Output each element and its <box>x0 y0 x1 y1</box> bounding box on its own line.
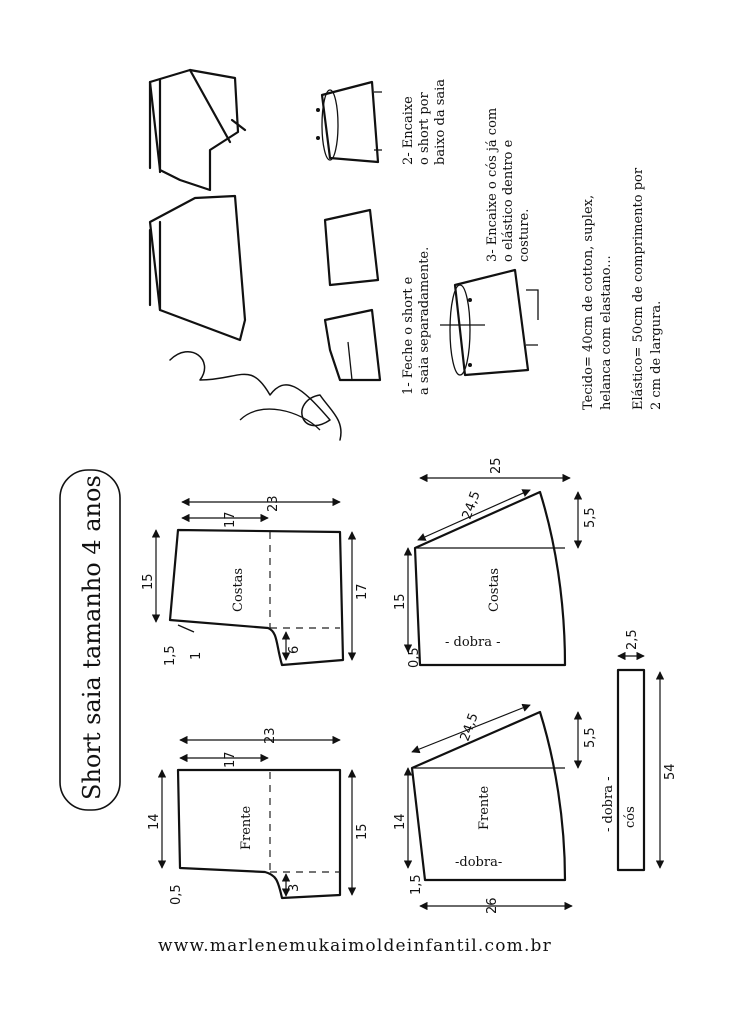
saia-frente-label: Frente <box>477 785 492 830</box>
short-costas-crotch-rise: 6 <box>287 645 302 654</box>
short-costas-label: Costas <box>231 567 246 612</box>
short-costas-height-right: 17 <box>355 583 370 600</box>
saia-frente-slant: 24,5 <box>457 711 482 744</box>
cos-piece <box>601 629 678 870</box>
short-costas-top-offset: 1 <box>189 651 204 660</box>
step3-line1: 3- Encaixe o cós já com <box>485 107 500 262</box>
fabric-line1: Tecido= 40cm de cotton, suplex, <box>581 194 596 410</box>
short-costas-top-rise: 1,5 <box>163 645 178 666</box>
step2-line1: 2- Encaixe <box>401 96 416 165</box>
short-frente-label: Frente <box>239 805 254 850</box>
saia-costas-bottom-width: 25 <box>489 457 504 474</box>
footer-url: www.marlenemukaimoldeinfantil.com.br <box>158 936 552 956</box>
title-group <box>60 470 120 810</box>
saia-costas-piece <box>393 457 598 668</box>
short-costas-partial-width: 17 <box>223 511 238 528</box>
cos-label: cós <box>623 806 638 828</box>
saia-frente-bottom-width: 26 <box>485 897 500 914</box>
short-frente-crotch-rise: 3 <box>287 883 302 892</box>
step-notes <box>401 79 532 395</box>
elastic-line1: Elástico= 50cm de comprimento por <box>631 167 646 410</box>
short-frente-height-right: 15 <box>355 823 370 840</box>
short-frente-bottom-offset: 0,5 <box>169 884 184 905</box>
saia-frente-height: 14 <box>393 813 408 830</box>
materials-notes <box>581 167 664 410</box>
garment-illustration-top <box>150 70 245 340</box>
step2-line2: o short por <box>417 92 432 165</box>
saia-costas-label: Costas <box>487 567 502 612</box>
short-costas-height-left: 15 <box>141 573 156 590</box>
saia-frente-piece <box>393 705 598 914</box>
short-frente-piece <box>147 727 370 905</box>
cos-length: 54 <box>663 763 678 780</box>
saia-costas-fold: - dobra - <box>445 635 501 650</box>
saia-costas-bottom-offset: 0,5 <box>407 647 422 668</box>
short-frente-partial-width: 17 <box>223 751 238 768</box>
short-costas-total-width: 23 <box>266 495 281 512</box>
saia-frente-hem-rise: 5,5 <box>583 727 598 748</box>
saia-frente-bottom-offset: 1,5 <box>409 874 424 895</box>
short-frente-height-left: 14 <box>147 813 162 830</box>
fabric-line2: helanca com elastano... <box>599 255 614 410</box>
saia-costas-height: 15 <box>393 593 408 610</box>
step3-line2: o elástico dentro e <box>501 139 516 262</box>
short-frente-total-width: 23 <box>263 727 278 744</box>
saia-frente-fold: -dobra- <box>455 855 503 870</box>
step1-line1: 1- Feche o short e <box>401 276 416 395</box>
cos-fold: - dobra - <box>601 776 616 832</box>
elastic-line2: 2 cm de largura. <box>649 300 664 410</box>
step2-line3: baixo da saia <box>433 78 448 165</box>
cos-width: 2,5 <box>625 629 640 650</box>
page-title: Short saia tamanho 4 anos <box>78 475 106 800</box>
short-costas-piece <box>141 495 370 666</box>
step3-line3: costure. <box>517 208 532 262</box>
signature <box>170 352 341 440</box>
saia-costas-hem-rise: 5,5 <box>583 507 598 528</box>
step1-line2: a saia separadamente. <box>417 246 432 395</box>
saia-costas-slant: 24,5 <box>459 489 484 522</box>
